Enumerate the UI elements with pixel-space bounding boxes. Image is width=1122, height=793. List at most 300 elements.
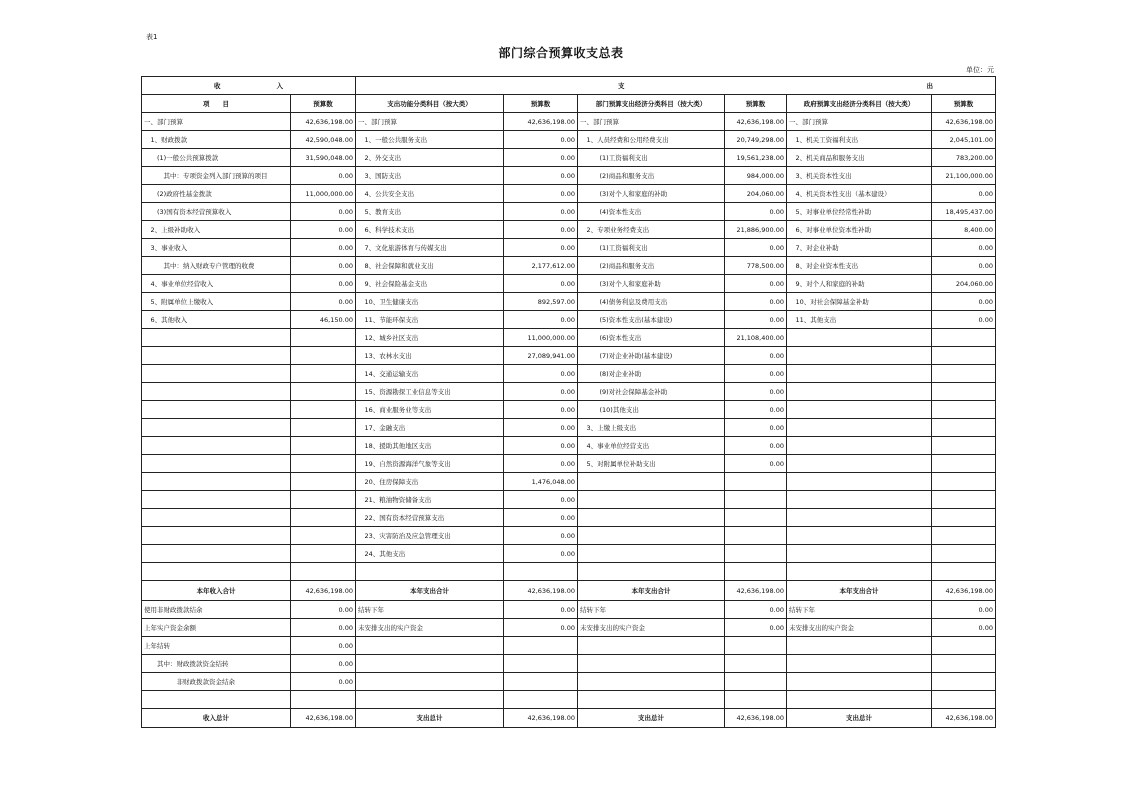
functional-budget-cell: 0.00 [504,527,578,545]
income-item-cell [142,419,291,437]
gov-economic-budget-cell: 0.00 [932,601,996,619]
functional-item-cell: 结转下年 [356,601,504,619]
functional-item-cell: 15、资源勘探工业信息等支出 [356,383,504,401]
functional-budget-cell: 42,636,198.00 [504,113,578,131]
income-budget-cell: 0.00 [291,637,356,655]
income-budget-cell [291,563,356,581]
gov-economic-item-cell [787,527,932,545]
gov-economic-item-cell: 一、部门预算 [787,113,932,131]
income-item-cell [142,365,291,383]
income-item-cell: 1、财政拨款 [142,131,291,149]
functional-item-cell: 24、其他支出 [356,545,504,563]
gov-economic-item-cell [787,419,932,437]
income-item-cell: 上年结转 [142,637,291,655]
gov-economic-budget-cell [932,655,996,673]
table-row [142,365,996,383]
table-row [142,131,996,149]
income-item-cell: 其中：纳入财政专户管理的收费 [142,257,291,275]
income-budget-cell [291,419,356,437]
dept-economic-item-cell [578,637,725,655]
income-budget-cell: 0.00 [291,203,356,221]
income-budget-cell [291,527,356,545]
income-item-cell: 5、附属单位上缴收入 [142,293,291,311]
gov-economic-item-cell [787,365,932,383]
expense-grand-total-label: 支出总计 [787,709,932,728]
dept-economic-item-cell: 一、部门预算 [578,113,725,131]
dept-economic-budget-cell [725,637,787,655]
gov-economic-budget-cell: 0.00 [932,239,996,257]
income-budget-cell [291,509,356,527]
income-total-label: 本年收入合计 [142,581,291,601]
functional-item-cell: 18、援助其他地区支出 [356,437,504,455]
gov-economic-budget-cell [932,365,996,383]
gov-economic-item-cell [787,655,932,673]
functional-budget-cell [504,637,578,655]
dept-economic-budget-cell: 20,749,298.00 [725,131,787,149]
gov-economic-budget-cell [932,691,996,709]
table-row [142,383,996,401]
grand-total-row [142,709,996,728]
dept-economic-budget-cell [725,491,787,509]
functional-budget-cell: 0.00 [504,545,578,563]
gov-economic-budget-cell [932,437,996,455]
income-item-cell [142,473,291,491]
functional-budget-cell: 0.00 [504,131,578,149]
gov-economic-item-cell [787,691,932,709]
functional-item-cell: 1、一般公共服务支出 [356,131,504,149]
functional-item-cell [356,637,504,655]
functional-item-cell [356,563,504,581]
dept-economic-budget-cell: 0.00 [725,311,787,329]
functional-budget-cell: 0.00 [504,311,578,329]
dept-economic-item-cell: (5)资本性支出(基本建设) [578,311,725,329]
dept-economic-item-cell: (1)工资福利支出 [578,239,725,257]
income-budget-cell [291,473,356,491]
gov-economic-item-cell [787,401,932,419]
gov-economic-budget-cell: 21,100,000.00 [932,167,996,185]
table-row [142,509,996,527]
expense-grand-total-label: 支出总计 [578,709,725,728]
functional-item-cell: 10、卫生健康支出 [356,293,504,311]
gov-economic-budget-cell [932,383,996,401]
functional-budget-cell: 0.00 [504,203,578,221]
income-item-cell [142,509,291,527]
dept-economic-item-cell: (6)资本性支出 [578,329,725,347]
dept-economic-budget-cell [725,545,787,563]
dept-economic-item-cell: (2)商品和服务支出 [578,167,725,185]
income-budget-cell [291,383,356,401]
dept-economic-budget-cell: 0.00 [725,203,787,221]
gov-economic-budget-cell: 0.00 [932,185,996,203]
dept-economic-budget-cell [725,673,787,691]
income-item-cell: 4、事业单位经营收入 [142,275,291,293]
table-row [142,527,996,545]
dept-economic-budget-cell: 0.00 [725,365,787,383]
expense-total-value: 42,636,198.00 [725,581,787,601]
expense-grand-total-value: 42,636,198.00 [932,709,996,728]
functional-budget-cell: 0.00 [504,239,578,257]
income-budget-cell: 0.00 [291,239,356,257]
gov-economic-budget-cell [932,673,996,691]
table-row [142,113,996,131]
functional-item-cell: 20、住房保障支出 [356,473,504,491]
functional-item-cell: 未安排支出的实户资金 [356,619,504,637]
dept-economic-budget-cell [725,563,787,581]
functional-budget-cell: 27,089,941.00 [504,347,578,365]
table-row [142,257,996,275]
income-item-cell: 上年实户资金余额 [142,619,291,637]
dept-economic-item-cell [578,655,725,673]
functional-item-cell: 4、公共安全支出 [356,185,504,203]
income-budget-cell: 42,636,198.00 [291,113,356,131]
gov-economic-item-cell [787,383,932,401]
gov-economic-budget-cell: 204,060.00 [932,275,996,293]
table-row [142,221,996,239]
functional-item-cell [356,655,504,673]
gov-economic-budget-cell [932,329,996,347]
functional-item-cell: 7、文化旅游体育与传媒支出 [356,239,504,257]
expense-grand-total-value: 42,636,198.00 [725,709,787,728]
income-budget-cell: 0.00 [291,257,356,275]
functional-budget-cell: 0.00 [504,149,578,167]
gov-economic-item-cell [787,563,932,581]
gov-economic-item-cell [787,673,932,691]
gov-economic-item-cell [787,455,932,473]
table-row [142,655,996,673]
gov-economic-item-cell: 8、对企业资本性支出 [787,257,932,275]
table-row [142,691,996,709]
gov-economic-budget-cell: 0.00 [932,311,996,329]
income-budget-cell: 46,150.00 [291,311,356,329]
dept-economic-budget-cell [725,473,787,491]
income-item-cell: 其中：专项资金列入部门预算的项目 [142,167,291,185]
functional-budget-cell: 0.00 [504,509,578,527]
income-item-cell: 一、部门预算 [142,113,291,131]
dept-economic-budget-cell [725,527,787,545]
dept-economic-item-cell: (7)对企业补助(基本建设) [578,347,725,365]
functional-budget-cell [504,673,578,691]
functional-item-cell: 14、交通运输支出 [356,365,504,383]
table-row [142,167,996,185]
income-item-cell [142,527,291,545]
col-header-budget: 预算数 [725,95,787,113]
dept-economic-item-cell [578,691,725,709]
gov-economic-budget-cell [932,527,996,545]
income-item-cell [142,491,291,509]
gov-economic-item-cell [787,545,932,563]
functional-budget-cell: 0.00 [504,383,578,401]
functional-item-cell: 9、社会保险基金支出 [356,275,504,293]
dept-economic-item-cell [578,491,725,509]
col-header-gov-economic: 政府预算支出经济分类科目（按大类） [787,95,932,113]
expense-total-label: 本年支出合计 [578,581,725,601]
gov-economic-budget-cell [932,509,996,527]
income-item-cell [142,401,291,419]
table-row [142,185,996,203]
functional-item-cell: 12、城乡社区支出 [356,329,504,347]
dept-economic-budget-cell: 0.00 [725,239,787,257]
gov-economic-item-cell [787,347,932,365]
gov-economic-item-cell: 11、其他支出 [787,311,932,329]
dept-economic-budget-cell [725,655,787,673]
functional-budget-cell: 0.00 [504,437,578,455]
functional-budget-cell: 0.00 [504,275,578,293]
gov-economic-budget-cell [932,419,996,437]
income-item-cell: 其中：财政拨款资金结转 [142,655,291,673]
gov-economic-item-cell: 3、机关资本性支出 [787,167,932,185]
dept-economic-item-cell [578,545,725,563]
expense-grand-total-value: 42,636,198.00 [504,709,578,728]
page-title: 部门综合预算收支总表 [498,46,624,60]
functional-item-cell: 16、商业服务业等支出 [356,401,504,419]
column-header-row [142,95,996,113]
table-row [142,563,996,581]
table-row [142,293,996,311]
income-grand-total-value: 42,636,198.00 [291,709,356,728]
expense-group-header: 支 出 [356,77,996,95]
gov-economic-budget-cell [932,563,996,581]
income-budget-cell [291,437,356,455]
group-header-row [142,77,996,95]
gov-economic-budget-cell [932,401,996,419]
gov-economic-item-cell: 1、机关工资福利支出 [787,131,932,149]
dept-economic-budget-cell: 0.00 [725,455,787,473]
income-item-cell: (2)政府性基金拨款 [142,185,291,203]
gov-economic-budget-cell [932,455,996,473]
functional-budget-cell: 1,476,048.00 [504,473,578,491]
income-budget-cell: 0.00 [291,275,356,293]
income-budget-cell [291,491,356,509]
income-item-cell: 使用非财政拨款结余 [142,601,291,619]
income-budget-cell: 0.00 [291,293,356,311]
expense-total-label: 本年支出合计 [356,581,504,601]
gov-economic-item-cell: 5、对事业单位经常性补助 [787,203,932,221]
table-row [142,673,996,691]
functional-item-cell: 19、自然资源海洋气象等支出 [356,455,504,473]
functional-budget-cell: 0.00 [504,185,578,203]
dept-economic-budget-cell: 19,561,238.00 [725,149,787,167]
gov-economic-item-cell [787,491,932,509]
dept-economic-item-cell: (3)对个人和家庭补助 [578,275,725,293]
expense-total-value: 42,636,198.00 [932,581,996,601]
functional-budget-cell: 2,177,612.00 [504,257,578,275]
functional-item-cell: 11、节能环保支出 [356,311,504,329]
income-budget-cell [291,401,356,419]
table-row [142,473,996,491]
dept-economic-item-cell: 未安排支出的实户资金 [578,619,725,637]
income-item-cell: (1)一般公共预算拨款 [142,149,291,167]
unit-label: 单位：元 [966,66,994,74]
income-grand-total-label: 收入总计 [142,709,291,728]
functional-budget-cell: 0.00 [504,401,578,419]
income-item-cell [142,563,291,581]
functional-item-cell: 2、外交支出 [356,149,504,167]
gov-economic-item-cell [787,637,932,655]
income-item-cell [142,691,291,709]
gov-economic-item-cell [787,329,932,347]
gov-economic-budget-cell [932,545,996,563]
income-budget-cell [291,455,356,473]
col-header-functional: 支出功能分类科目（按大类） [356,95,504,113]
functional-item-cell: 3、国防支出 [356,167,504,185]
table-row [142,619,996,637]
gov-economic-budget-cell: 18,495,437.00 [932,203,996,221]
col-header-item: 项 目 [142,95,291,113]
income-budget-cell [291,545,356,563]
expense-grand-total-label: 支出总计 [356,709,504,728]
functional-budget-cell: 0.00 [504,365,578,383]
income-budget-cell: 0.00 [291,619,356,637]
gov-economic-item-cell [787,437,932,455]
income-item-cell [142,455,291,473]
table-row [142,545,996,563]
functional-budget-cell: 0.00 [504,491,578,509]
functional-budget-cell: 0.00 [504,167,578,185]
table-row [142,347,996,365]
table-row [142,311,996,329]
functional-item-cell: 5、教育支出 [356,203,504,221]
dept-economic-item-cell [578,509,725,527]
functional-budget-cell: 0.00 [504,419,578,437]
functional-item-cell: 8、社会保障和就业支出 [356,257,504,275]
table-row [142,401,996,419]
income-item-cell [142,347,291,365]
income-budget-cell [291,691,356,709]
income-budget-cell [291,347,356,365]
functional-item-cell [356,691,504,709]
dept-economic-budget-cell: 0.00 [725,401,787,419]
expense-total-label: 本年支出合计 [787,581,932,601]
dept-economic-item-cell: 4、事业单位经营支出 [578,437,725,455]
gov-economic-item-cell: 2、机关商品和服务支出 [787,149,932,167]
gov-economic-budget-cell [932,347,996,365]
dept-economic-budget-cell: 0.00 [725,437,787,455]
functional-item-cell: 23、灾害防治及应急管理支出 [356,527,504,545]
gov-economic-item-cell: 9、对个人和家庭的补助 [787,275,932,293]
gov-economic-budget-cell: 2,045,101.00 [932,131,996,149]
table-row [142,491,996,509]
dept-economic-item-cell: 3、上缴上级支出 [578,419,725,437]
table-row [142,329,996,347]
dept-economic-budget-cell: 21,108,400.00 [725,329,787,347]
table-label: 表1 [146,33,158,41]
functional-budget-cell [504,691,578,709]
dept-economic-item-cell: (10)其他支出 [578,401,725,419]
gov-economic-budget-cell: 0.00 [932,257,996,275]
dept-economic-budget-cell: 0.00 [725,275,787,293]
dept-economic-budget-cell: 0.00 [725,619,787,637]
dept-economic-budget-cell: 0.00 [725,601,787,619]
col-header-budget: 预算数 [504,95,578,113]
gov-economic-item-cell: 6、对事业单位资本性补助 [787,221,932,239]
gov-economic-item-cell: 10、对社会保障基金补助 [787,293,932,311]
functional-item-cell: 13、农林水支出 [356,347,504,365]
dept-economic-item-cell: 1、人员经费和公用经费支出 [578,131,725,149]
dept-economic-item-cell [578,473,725,491]
dept-economic-budget-cell: 778,500.00 [725,257,787,275]
income-item-cell [142,545,291,563]
income-item-cell: 3、事业收入 [142,239,291,257]
dept-economic-budget-cell: 0.00 [725,419,787,437]
functional-item-cell: 21、粮油物资储备支出 [356,491,504,509]
table-row [142,149,996,167]
dept-economic-budget-cell: 984,000.00 [725,167,787,185]
dept-economic-item-cell [578,527,725,545]
functional-budget-cell [504,655,578,673]
income-item-cell: 2、上级补助收入 [142,221,291,239]
dept-economic-budget-cell [725,691,787,709]
table-row [142,455,996,473]
dept-economic-item-cell: (2)商品和服务支出 [578,257,725,275]
gov-economic-budget-cell [932,637,996,655]
gov-economic-item-cell: 结转下年 [787,601,932,619]
dept-economic-item-cell: (4)资本性支出 [578,203,725,221]
income-budget-cell [291,365,356,383]
dept-economic-budget-cell: 42,636,198.00 [725,113,787,131]
dept-economic-item-cell: (8)对企业补助 [578,365,725,383]
income-budget-cell [291,329,356,347]
dept-economic-item-cell: 5、对附属单位补助支出 [578,455,725,473]
dept-economic-budget-cell: 0.00 [725,383,787,401]
gov-economic-item-cell [787,473,932,491]
gov-economic-budget-cell: 0.00 [932,619,996,637]
income-budget-cell: 11,000,000.00 [291,185,356,203]
dept-economic-item-cell [578,673,725,691]
income-budget-cell: 0.00 [291,655,356,673]
dept-economic-item-cell: 2、专项业务经费支出 [578,221,725,239]
gov-economic-item-cell: 4、机关资本性支出（基本建设） [787,185,932,203]
dept-economic-budget-cell [725,509,787,527]
table-row [142,437,996,455]
functional-item-cell [356,673,504,691]
gov-economic-budget-cell [932,491,996,509]
income-budget-cell: 0.00 [291,673,356,691]
dept-economic-item-cell: (3)对个人和家庭的补助 [578,185,725,203]
budget-table [141,76,996,728]
functional-budget-cell [504,563,578,581]
gov-economic-item-cell: 7、对企业补助 [787,239,932,257]
functional-item-cell: 6、科学技术支出 [356,221,504,239]
dept-economic-budget-cell: 0.00 [725,293,787,311]
dept-economic-item-cell: (1)工资福利支出 [578,149,725,167]
dept-economic-budget-cell: 0.00 [725,347,787,365]
dept-economic-item-cell [578,563,725,581]
dept-economic-item-cell: 结转下年 [578,601,725,619]
gov-economic-budget-cell: 8,400.00 [932,221,996,239]
dept-economic-budget-cell: 204,060.00 [725,185,787,203]
income-item-cell: 非财政拨款资金结余 [142,673,291,691]
income-budget-cell: 0.00 [291,601,356,619]
income-budget-cell: 31,590,048.00 [291,149,356,167]
table-row [142,203,996,221]
table-row [142,239,996,257]
income-budget-cell: 0.00 [291,221,356,239]
income-item-cell [142,329,291,347]
functional-budget-cell: 0.00 [504,221,578,239]
gov-economic-budget-cell [932,473,996,491]
gov-economic-item-cell: 未安排支出的实户资金 [787,619,932,637]
table-row [142,419,996,437]
functional-budget-cell: 0.00 [504,455,578,473]
col-header-budget: 预算数 [291,95,356,113]
table-row [142,637,996,655]
functional-budget-cell: 892,597.00 [504,293,578,311]
dept-economic-item-cell: (4)债务利息及费用支出 [578,293,725,311]
income-item-cell [142,383,291,401]
income-budget-cell: 42,590,048.00 [291,131,356,149]
gov-economic-item-cell [787,509,932,527]
functional-item-cell: 17、金融支出 [356,419,504,437]
